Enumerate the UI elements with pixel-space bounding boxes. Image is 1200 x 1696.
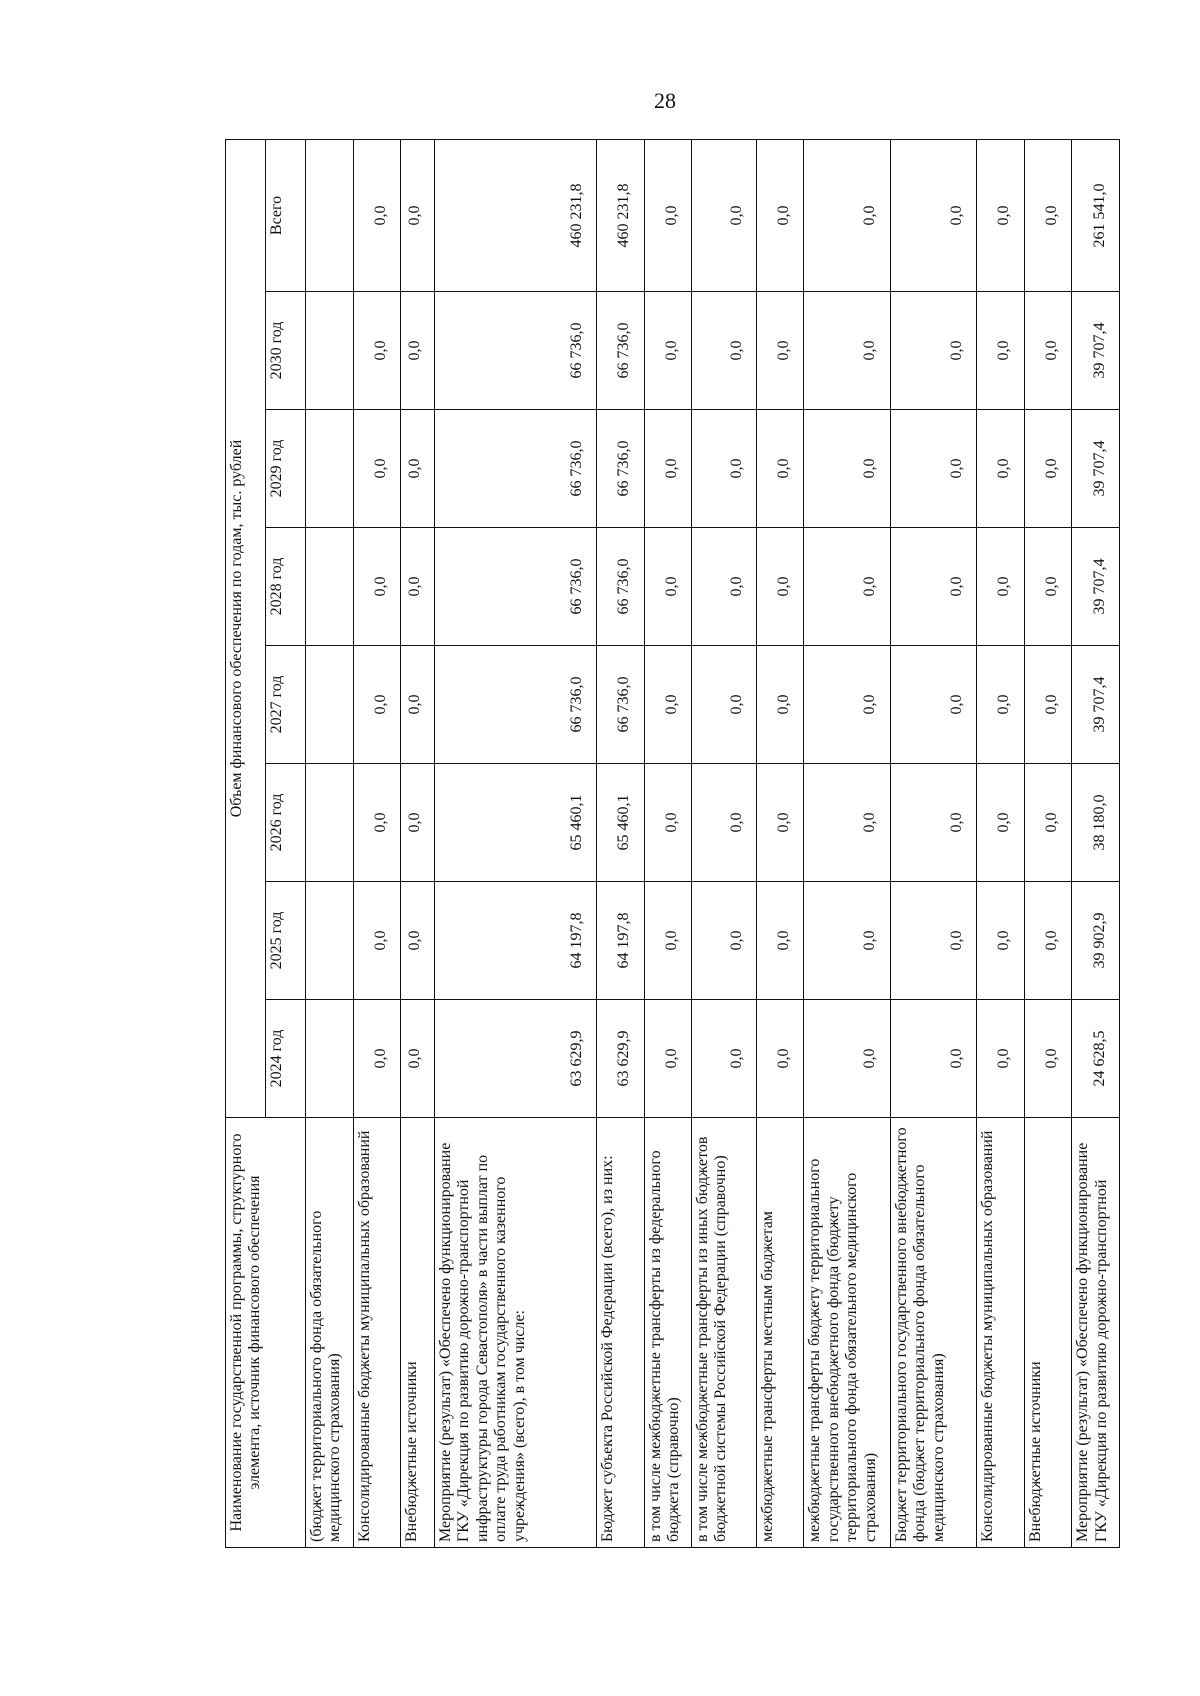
row-value: 0,0	[977, 1000, 1025, 1118]
header-year: 2027 год	[266, 646, 306, 764]
row-value: 0,0	[353, 292, 401, 410]
row-value: 0,0	[804, 528, 890, 646]
header-total: Всего	[266, 139, 306, 291]
row-value: 24 628,5	[1072, 1000, 1120, 1118]
row-value: 0,0	[644, 139, 692, 291]
row-value: 0,0	[756, 646, 804, 764]
row-name: Мероприятие (результат) «Обеспечено функционирование ГКУ «Дирекция по развитию дорожно-транспортной инфраструктуры города Севастополя» в части выплат по оплате труда работникам государственного казенного учреждения» (всего), в том числе:	[434, 1118, 596, 1548]
table-row	[306, 139, 354, 1547]
row-value: 64 197,8	[434, 882, 596, 1000]
row-value: 0,0	[756, 292, 804, 410]
row-value: 0,0	[401, 764, 435, 882]
row-value: 0,0	[401, 1000, 435, 1118]
header-year: 2028 год	[266, 528, 306, 646]
row-value: 0,0	[804, 646, 890, 764]
row-value: 63 629,9	[597, 1000, 645, 1118]
row-value: 0,0	[353, 646, 401, 764]
row-value: 0,0	[977, 292, 1025, 410]
row-value	[306, 410, 354, 528]
row-value: 0,0	[756, 764, 804, 882]
row-value	[306, 646, 354, 764]
table-row	[804, 139, 890, 1547]
row-name: Консолидированные бюджеты муниципальных образований	[353, 1118, 401, 1548]
row-value: 0,0	[353, 410, 401, 528]
row-value	[306, 139, 354, 291]
row-value: 0,0	[1024, 1000, 1072, 1118]
row-value: 66 736,0	[434, 292, 596, 410]
row-value: 0,0	[692, 139, 757, 291]
row-value: 0,0	[804, 882, 890, 1000]
table-row	[692, 139, 757, 1547]
row-name: Бюджет территориального государственного внебюджетного фонда (бюджет территориального фонда обязательного медицинского страхования)	[890, 1118, 976, 1548]
row-value: 0,0	[692, 882, 757, 1000]
row-value: 0,0	[1024, 292, 1072, 410]
row-value: 0,0	[756, 528, 804, 646]
row-value: 0,0	[401, 882, 435, 1000]
row-value: 0,0	[890, 528, 976, 646]
row-value: 0,0	[756, 139, 804, 291]
row-value: 66 736,0	[597, 528, 645, 646]
row-name: Внебюджетные источники	[401, 1118, 435, 1548]
header-group: Объем финансового обеспечения по годам, тыс. рублей	[226, 139, 266, 1117]
row-value: 66 736,0	[434, 646, 596, 764]
table-row	[597, 139, 645, 1547]
row-value: 460 231,8	[434, 139, 596, 291]
row-value: 0,0	[353, 1000, 401, 1118]
row-value: 460 231,8	[597, 139, 645, 291]
row-value: 0,0	[977, 410, 1025, 528]
table-row	[890, 139, 976, 1547]
row-value	[306, 528, 354, 646]
row-value: 39 707,4	[1072, 646, 1120, 764]
row-value: 0,0	[977, 139, 1025, 291]
row-value: 0,0	[1024, 139, 1072, 291]
row-value: 0,0	[804, 292, 890, 410]
header-year: 2024 год	[266, 1000, 306, 1118]
row-name: Внебюджетные источники	[1024, 1118, 1072, 1548]
table-row	[644, 139, 692, 1547]
row-value: 0,0	[977, 882, 1025, 1000]
row-value: 0,0	[977, 764, 1025, 882]
row-value: 0,0	[1024, 764, 1072, 882]
row-value: 0,0	[353, 139, 401, 291]
row-value: 0,0	[890, 139, 976, 291]
row-value: 0,0	[401, 139, 435, 291]
rotated-table-container	[225, 140, 1120, 1548]
row-value: 38 180,0	[1072, 764, 1120, 882]
row-value: 66 736,0	[597, 410, 645, 528]
row-value: 39 707,4	[1072, 528, 1120, 646]
financing-table	[225, 139, 1120, 1548]
row-name: Консолидированные бюджеты муниципальных образований	[977, 1118, 1025, 1548]
table-row	[1072, 139, 1120, 1547]
header-name: Наименование государственной программы, структурного элемента, источник финансового обеспечения	[226, 1118, 306, 1548]
row-value: 261 541,0	[1072, 139, 1120, 291]
row-value: 0,0	[1024, 410, 1072, 528]
row-value: 0,0	[401, 292, 435, 410]
row-name: в том числе межбюджетные трансферты из федерального бюджета (справочно)	[644, 1118, 692, 1548]
row-value: 0,0	[890, 646, 976, 764]
row-value: 0,0	[890, 1000, 976, 1118]
row-value: 0,0	[804, 139, 890, 291]
row-value: 65 460,1	[434, 764, 596, 882]
header-year: 2029 год	[266, 410, 306, 528]
row-value: 66 736,0	[597, 292, 645, 410]
header-year: 2026 год	[266, 764, 306, 882]
header-year: 2030 год	[266, 292, 306, 410]
row-value: 0,0	[401, 646, 435, 764]
row-value	[306, 1000, 354, 1118]
row-value	[306, 764, 354, 882]
row-value: 0,0	[756, 1000, 804, 1118]
table-row	[977, 139, 1025, 1547]
row-value: 66 736,0	[434, 528, 596, 646]
row-value: 0,0	[644, 764, 692, 882]
row-value: 0,0	[804, 410, 890, 528]
row-value: 0,0	[1024, 882, 1072, 1000]
row-value: 0,0	[804, 1000, 890, 1118]
row-value: 0,0	[644, 882, 692, 1000]
row-value: 0,0	[692, 410, 757, 528]
row-value: 0,0	[353, 882, 401, 1000]
row-value: 65 460,1	[597, 764, 645, 882]
row-value: 0,0	[890, 764, 976, 882]
table-row	[401, 139, 435, 1547]
row-value: 0,0	[401, 528, 435, 646]
row-name: (бюджет территориального фонда обязательного медицинского страхования)	[306, 1118, 354, 1548]
row-value: 0,0	[890, 292, 976, 410]
row-value: 0,0	[977, 646, 1025, 764]
row-name: Мероприятие (результат) «Обеспечено функционирование ГКУ «Дирекция по развитию дорожно-транспортной	[1072, 1118, 1120, 1548]
row-value: 0,0	[977, 528, 1025, 646]
row-value: 0,0	[890, 882, 976, 1000]
row-value: 0,0	[644, 410, 692, 528]
table-row	[756, 139, 804, 1547]
row-value: 0,0	[756, 410, 804, 528]
row-name: межбюджетные трансферты местным бюджетам	[756, 1118, 804, 1548]
row-value: 39 707,4	[1072, 410, 1120, 528]
row-value: 0,0	[1024, 528, 1072, 646]
row-value: 0,0	[804, 764, 890, 882]
row-value: 0,0	[1024, 646, 1072, 764]
row-value: 0,0	[692, 1000, 757, 1118]
row-value: 0,0	[890, 410, 976, 528]
row-value: 39 707,4	[1072, 292, 1120, 410]
page-number: 28	[654, 88, 676, 113]
table-row	[434, 139, 596, 1547]
row-value: 0,0	[644, 1000, 692, 1118]
row-name: Бюджет субъекта Российской Федерации (всего), из них:	[597, 1118, 645, 1548]
row-value: 0,0	[692, 292, 757, 410]
row-value: 0,0	[353, 528, 401, 646]
row-value: 63 629,9	[434, 1000, 596, 1118]
row-value: 0,0	[644, 528, 692, 646]
table-row	[353, 139, 401, 1547]
row-value: 0,0	[756, 882, 804, 1000]
row-value: 0,0	[644, 292, 692, 410]
row-value	[306, 292, 354, 410]
row-value: 0,0	[353, 764, 401, 882]
row-value: 39 902,9	[1072, 882, 1120, 1000]
table-row	[1024, 139, 1072, 1547]
row-value	[306, 882, 354, 1000]
header-year: 2025 год	[266, 882, 306, 1000]
row-value: 0,0	[692, 646, 757, 764]
row-value: 66 736,0	[597, 646, 645, 764]
row-value: 64 197,8	[597, 882, 645, 1000]
row-name: в том числе межбюджетные трансферты из иных бюджетов бюджетной системы Российской Федерации (справочно)	[692, 1118, 757, 1548]
row-value: 66 736,0	[434, 410, 596, 528]
row-value: 0,0	[401, 410, 435, 528]
row-name: межбюджетные трансферты бюджету территориального государственного внебюджетного фонда (бюджету территориального фонда обязательного медицинского страхования)	[804, 1118, 890, 1548]
row-value: 0,0	[644, 646, 692, 764]
row-value: 0,0	[692, 764, 757, 882]
row-value: 0,0	[692, 528, 757, 646]
